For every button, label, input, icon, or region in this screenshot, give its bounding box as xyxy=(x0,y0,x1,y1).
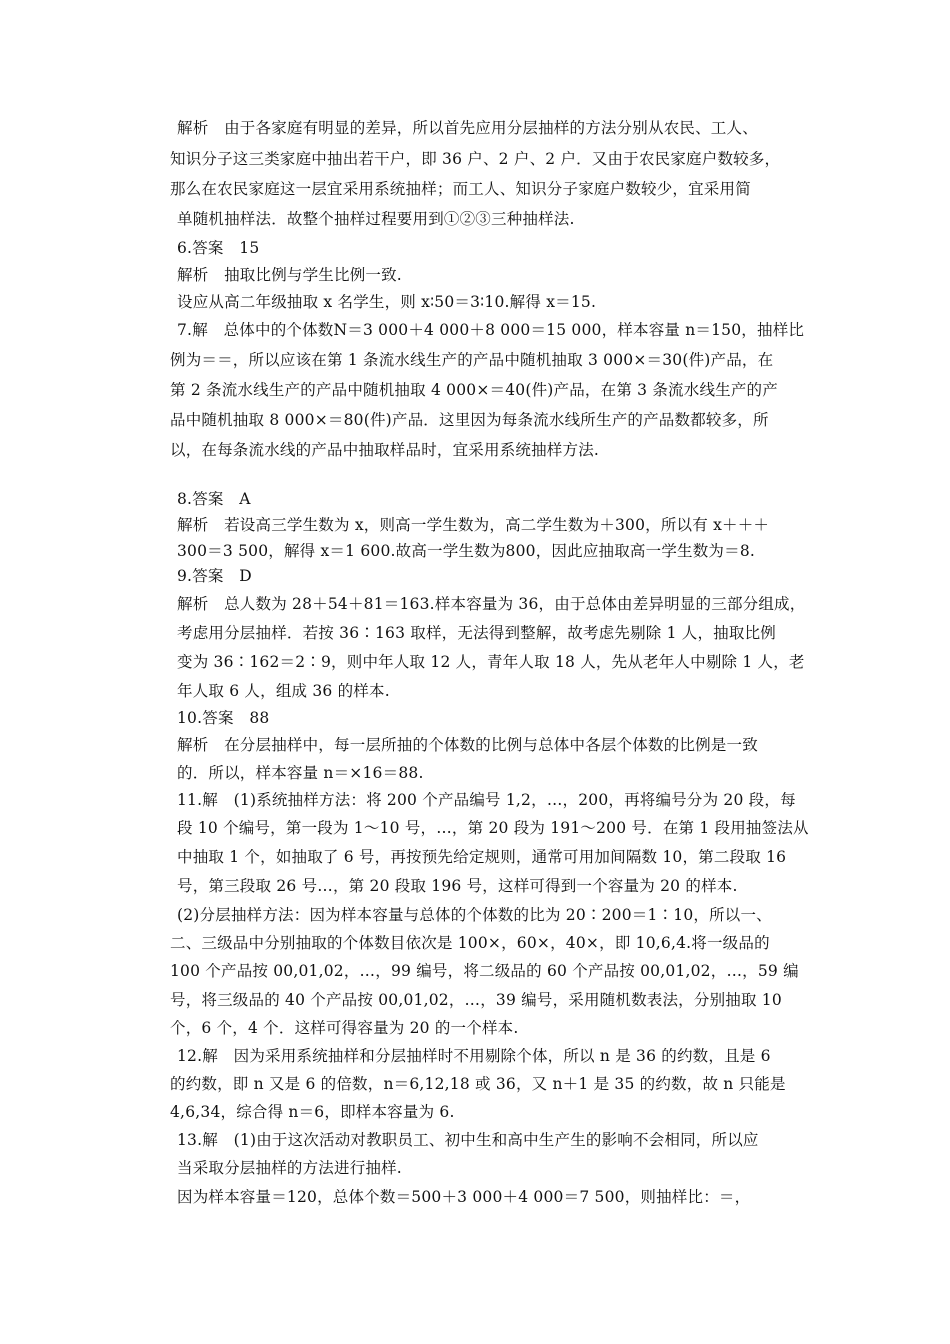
text-line: 单随机抽样法．故整个抽样过程要用到①②③三种抽样法. xyxy=(177,210,575,228)
text-line: (2)分层抽样方法：因为样本容量与总体的个体数的比为 20∶200＝1∶10，所以一、 xyxy=(177,906,772,924)
text-line: 中抽取 1 个，如抽取了 6 号，再按预先给定规则，通常可用加间隔数 10，第二段取 16 xyxy=(177,848,787,866)
text-line: 4,6,34，综合得 n＝6，即样本容量为 6. xyxy=(170,1103,455,1121)
text-line: 解析 若设高三学生数为 x，则高一学生数为，高二学生数为＋300，所以有 x＋＋＋ xyxy=(177,516,770,534)
text-line: 那么在农民家庭这一层宜采用系统抽样；而工人、知识分子家庭户数较少，宜采用简 xyxy=(170,180,751,198)
text-line: 13.解 (1)由于这次活动对教职员工、初中生和高中生产生的影响不会相同，所以应 xyxy=(177,1131,759,1149)
text-line: 设应从高二年级抽取 x 名学生，则 x∶50＝3∶10.解得 x＝15. xyxy=(177,293,597,311)
text-line: 7.解 总体中的个体数N＝3 000＋4 000＋8 000＝15 000，样本容量 n＝150，抽样比 xyxy=(177,321,805,339)
text-line: 段 10 个编号，第一段为 1～10 号，…，第 20 段为 191～200 号．在第 1 段用抽签法从 xyxy=(177,819,809,837)
text-line: 以，在每条流水线的产品中抽取样品时，宜采用系统抽样方法. xyxy=(170,441,600,459)
text-line: 12.解 因为采用系统抽样和分层抽样时不用剔除个体，所以 n 是 36 的约数，且是 6 xyxy=(177,1047,771,1065)
text-line: 二、三级品中分别抽取的个体数目依次是 100×，60×，40×，即 10,6,4.将一级品的 xyxy=(170,934,770,952)
text-line: 品中随机抽取 8 000×＝80(件)产品．这里因为每条流水线所生产的产品数都较多，所 xyxy=(170,411,769,429)
text-line: 个，6 个，4 个．这样可得容量为 20 的一个样本. xyxy=(170,1019,519,1037)
text-line: 300＝3 500，解得 x＝1 600.故高一学生数为800，因此应抽取高一学生数为＝8. xyxy=(177,542,756,560)
text-line: 第 2 条流水线生产的产品中随机抽取 4 000×＝40(件)产品，在第 3 条流水线生产的产 xyxy=(170,381,778,399)
text-line: 变为 36∶162＝2∶9，则中年人取 12 人，青年人取 18 人，先从老年人中剔除 1 人，老 xyxy=(177,653,805,671)
answer-heading: 10.答案 88 xyxy=(177,709,270,727)
answer-heading: 9.答案 D xyxy=(177,567,252,585)
text-line: 解析 总人数为 28＋54＋81＝163.样本容量为 36，由于总体由差异明显的三部分组成， xyxy=(177,595,806,613)
text-line: 因为样本容量＝120，总体个数＝500＋3 000＋4 000＝7 500，则抽样比：＝， xyxy=(177,1188,751,1206)
text-line: 的约数，即 n 又是 6 的倍数，n＝6,12,18 或 36，又 n＋1 是 35 的约数，故 n 只能是 xyxy=(170,1075,786,1093)
text-line: 解析 由于各家庭有明显的差异，所以首先应用分层抽样的方法分别从农民、工人、 xyxy=(177,119,758,137)
text-line: 年人取 6 人，组成 36 的样本. xyxy=(177,682,390,700)
text-line: 知识分子这三类家庭中抽出若干户，即 36 户、2 户、2 户．又由于农民家庭户数较多， xyxy=(170,150,781,168)
text-line: 的．所以，样本容量 n＝×16＝88. xyxy=(177,764,424,782)
text-line: 解析 在分层抽样中，每一层所抽的个体数的比例与总体中各层个体数的比例是一致 xyxy=(177,736,758,754)
text-line: 号，第三段取 26 号…，第 20 段取 196 号，这样可得到一个容量为 20 的样本. xyxy=(177,877,738,895)
answer-heading: 8.答案 A xyxy=(177,490,251,508)
text-line: 号，将三级品的 40 个产品按 00,01,02，…，39 编号，采用随机数表法，分别抽取 10 xyxy=(170,991,782,1009)
text-line: 例为＝＝，所以应该在第 1 条流水线生产的产品中随机抽取 3 000×＝30(件)产品，在 xyxy=(170,351,774,369)
text-line: 当采取分层抽样的方法进行抽样. xyxy=(177,1159,402,1177)
text-line: 100 个产品按 00,01,02，…，99 编号，将二级品的 60 个产品按 00,01,02，…，59 编 xyxy=(170,962,799,980)
text-line: 11.解 (1)系统抽样方法：将 200 个产品编号 1,2，…，200，再将编号分为 20 段，每 xyxy=(177,791,796,809)
text-line: 解析 抽取比例与学生比例一致. xyxy=(177,266,402,284)
text-line: 考虑用分层抽样．若按 36∶163 取样，无法得到整解，故考虑先剔除 1 人，抽取比例 xyxy=(177,624,776,642)
answer-heading: 6.答案 15 xyxy=(177,239,260,257)
